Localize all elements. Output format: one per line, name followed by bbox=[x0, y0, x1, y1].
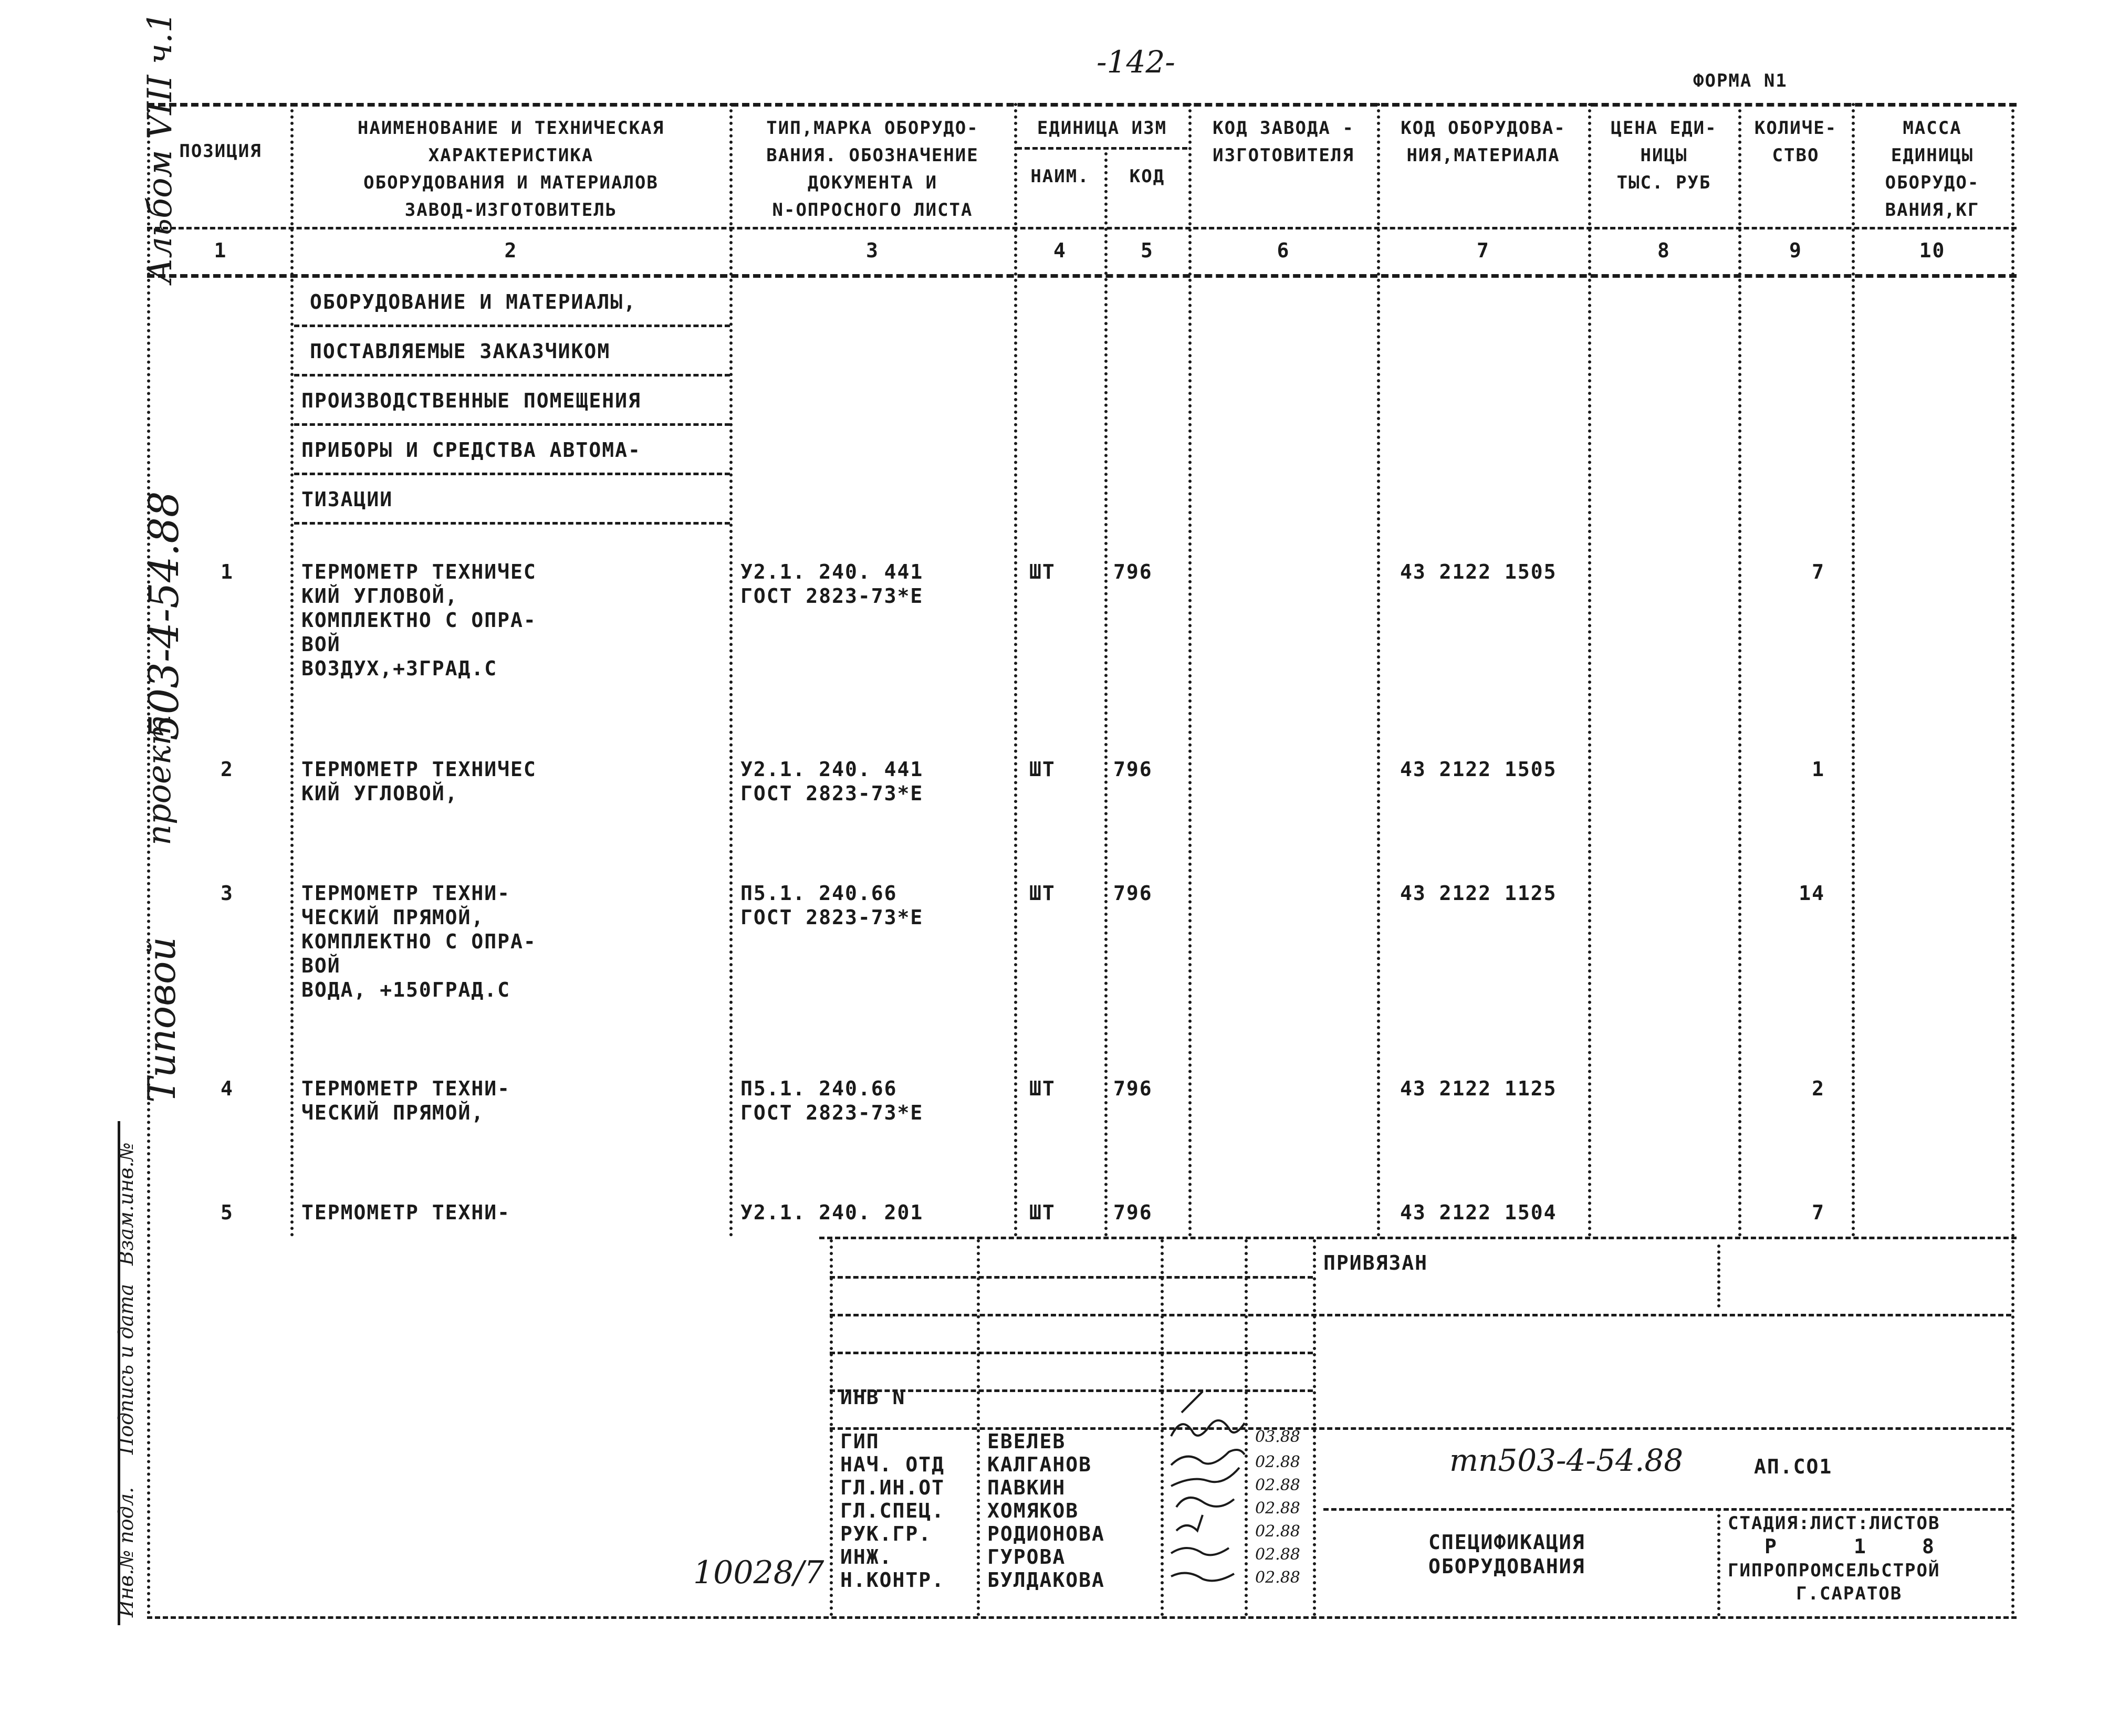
row-name-line: ЧЕСКИЙ ПРЯМОЙ, bbox=[301, 906, 485, 929]
signature-mark bbox=[1171, 1392, 1245, 1436]
row-name-line: ТЕРМОМЕТР ТЕХНИ- bbox=[301, 1201, 511, 1224]
archive-number: 10028/7 bbox=[693, 1554, 824, 1591]
staff-name: КАЛГАНОВ bbox=[987, 1453, 1092, 1476]
staff-role: ГЛ.ИН.ОТ bbox=[840, 1476, 945, 1499]
inv-label: ИНВ N bbox=[840, 1386, 906, 1409]
sheet-value: 1 bbox=[1854, 1535, 1867, 1558]
row-unit: ШТ bbox=[1029, 882, 1056, 905]
row-quantity: 2 bbox=[1812, 1077, 1825, 1100]
staff-name: ЕВЕЛЕВ bbox=[987, 1430, 1066, 1453]
staff-role: ГИП bbox=[840, 1430, 880, 1453]
document-suffix: АП.СО1 bbox=[1754, 1455, 1833, 1478]
row-name-line: КИЙ УГЛОВОЙ, bbox=[301, 584, 458, 608]
staff-date: 02.88 bbox=[1255, 1545, 1300, 1564]
staff-name: ХОМЯКОВ bbox=[987, 1499, 1079, 1522]
row-quantity: 7 bbox=[1812, 560, 1825, 583]
row-name-line: ЧЕСКИЙ ПРЯМОЙ, bbox=[301, 1101, 485, 1124]
row-name-line: КОМПЛЕКТНО С ОПРА- bbox=[301, 930, 537, 953]
row-type-line: ГОСТ 2823-73*Е bbox=[740, 1101, 924, 1124]
staff-role: РУК.ГР. bbox=[840, 1522, 932, 1545]
section-line: ПРОИЗВОДСТВЕННЫЕ ПОМЕЩЕНИЯ bbox=[301, 389, 641, 412]
header-unit-name: НАИМ. bbox=[1030, 166, 1090, 187]
form-label: ФОРМА N1 bbox=[1693, 70, 1788, 91]
row-name-line: ТЕРМОМЕТР ТЕХНИЧЕС bbox=[301, 560, 537, 583]
document-title-line: СПЕЦИФИКАЦИЯ bbox=[1428, 1531, 1585, 1554]
signature-mark bbox=[1171, 1573, 1234, 1581]
row-name-line: ВОЙ bbox=[301, 954, 341, 977]
row-name-line: ВОЙ bbox=[301, 633, 341, 656]
row-equip-code: 43 2122 1125 bbox=[1400, 882, 1557, 905]
staff-name: РОДИОНОВА bbox=[987, 1522, 1105, 1545]
header-position: ПОЗИЦИЯ bbox=[179, 141, 262, 162]
staff-role: ИНЖ. bbox=[840, 1545, 893, 1568]
staff-date: 03.88 bbox=[1255, 1428, 1300, 1446]
series-word-label: Типовой bbox=[140, 937, 184, 1103]
header-unit-code: КОД bbox=[1129, 166, 1165, 187]
row-unit-code: 796 bbox=[1113, 882, 1153, 905]
staff-date: 02.88 bbox=[1255, 1453, 1300, 1471]
stamp-label-signature: Подпись и дата bbox=[114, 1283, 138, 1455]
row-name-line: КИЙ УГЛОВОЙ, bbox=[301, 782, 458, 805]
col-number: 7 bbox=[1477, 239, 1490, 262]
col-number: 10 bbox=[1919, 239, 1946, 262]
row-position: 3 bbox=[221, 882, 234, 905]
stage-value: Р bbox=[1765, 1535, 1778, 1558]
row-name-line: ВОДА, +150ГРАД.С bbox=[301, 978, 511, 1001]
row-equip-code: 43 2122 1504 bbox=[1400, 1201, 1557, 1224]
signature-mark bbox=[1171, 1468, 1239, 1486]
staff-date: 02.88 bbox=[1255, 1522, 1300, 1541]
row-position: 1 bbox=[221, 560, 234, 583]
row-unit-code: 796 bbox=[1113, 1077, 1153, 1100]
stage-header: СТАДИЯ:ЛИСТ:ЛИСТОВ bbox=[1728, 1513, 1940, 1534]
signature-mark bbox=[1171, 1450, 1245, 1465]
project-word-label: проект bbox=[140, 714, 178, 845]
row-type-line: У2.1. 240. 441 bbox=[740, 758, 924, 781]
row-equip-code: 43 2122 1505 bbox=[1400, 560, 1557, 583]
album-label: Альбом VIII ч.1 bbox=[141, 11, 180, 284]
row-type-line: ГОСТ 2823-73*Е bbox=[740, 906, 924, 929]
document-title-line: ОБОРУДОВАНИЯ bbox=[1428, 1555, 1585, 1578]
row-type-line: П5.1. 240.66 bbox=[740, 1077, 897, 1100]
row-unit: ШТ bbox=[1029, 560, 1056, 583]
document-code: тп503-4-54.88 bbox=[1449, 1442, 1684, 1478]
col-number: 3 bbox=[866, 239, 879, 262]
staff-role: Н.КОНТР. bbox=[840, 1568, 945, 1592]
row-name-line: ВОЗДУХ,+3ГРАД.С bbox=[301, 657, 498, 680]
staff-name: ПАВКИН bbox=[987, 1476, 1066, 1499]
header-mass: МАССА ЕДИНИЦЫ ОБОРУДО- ВАНИЯ,КГ bbox=[1885, 118, 1980, 221]
stamp-label-replace: Взам.инв.№ bbox=[114, 1142, 138, 1266]
section-line: ТИЗАЦИИ bbox=[301, 488, 393, 511]
section-line: ПРИБОРЫ И СРЕДСТВА АВТОМА- bbox=[301, 438, 641, 462]
row-quantity: 1 bbox=[1812, 758, 1825, 781]
sheets-value: 8 bbox=[1922, 1535, 1935, 1558]
header-type: ТИП,МАРКА ОБОРУДО- ВАНИЯ. ОБОЗНАЧЕНИЕ ДОКУМЕНТА И N-ОПРОСНОГО ЛИСТА bbox=[766, 118, 979, 221]
row-type-line: У2.1. 240. 441 bbox=[740, 560, 924, 583]
row-unit-code: 796 bbox=[1113, 1201, 1153, 1224]
staff-name: ГУРОВА bbox=[987, 1545, 1066, 1568]
signature-mark bbox=[1176, 1515, 1203, 1531]
row-type-line: П5.1. 240.66 bbox=[740, 882, 897, 905]
signature-mark bbox=[1176, 1498, 1234, 1507]
row-unit: ШТ bbox=[1029, 1077, 1056, 1100]
col-number: 4 bbox=[1053, 239, 1067, 262]
row-name-line: ТЕРМОМЕТР ТЕХНИ- bbox=[301, 1077, 511, 1100]
row-type-line: ГОСТ 2823-73*Е bbox=[740, 584, 924, 608]
header-price: ЦЕНА ЕДИ- НИЦЫ ТЫС. РУБ bbox=[1611, 118, 1717, 193]
row-unit: ШТ bbox=[1029, 1201, 1056, 1224]
col-number: 6 bbox=[1277, 239, 1290, 262]
project-code-label: 503-4-54.88 bbox=[141, 491, 188, 740]
linked-label: ПРИВЯЗАН bbox=[1323, 1251, 1428, 1274]
organization: ГИПРОПРОМСЕЛЬСТРОЙ bbox=[1728, 1560, 1940, 1581]
col-number: 5 bbox=[1141, 239, 1154, 262]
city: Г.САРАТОВ bbox=[1796, 1583, 1903, 1604]
col-number: 8 bbox=[1657, 239, 1671, 262]
row-unit-code: 796 bbox=[1113, 560, 1153, 583]
row-name-line: ТЕРМОМЕТР ТЕХНИ- bbox=[301, 882, 511, 905]
staff-role: ГЛ.СПЕЦ. bbox=[840, 1499, 945, 1522]
staff-date: 02.88 bbox=[1255, 1476, 1300, 1494]
section-line: ОБОРУДОВАНИЕ И МАТЕРИАЛЫ, bbox=[310, 290, 636, 313]
section-line: ПОСТАВЛЯЕМЫЕ ЗАКАЗЧИКОМ bbox=[310, 340, 611, 363]
row-type-line: У2.1. 240. 201 bbox=[740, 1201, 924, 1224]
row-name-line: КОМПЛЕКТНО С ОПРА- bbox=[301, 609, 537, 632]
col-number: 1 bbox=[214, 239, 227, 262]
row-position: 2 bbox=[221, 758, 234, 781]
signature-mark bbox=[1171, 1548, 1229, 1555]
header-name: НАИМЕНОВАНИЕ И ТЕХНИЧЕСКАЯ ХАРАКТЕРИСТИКА ОБОРУДОВАНИЯ И МАТЕРИАЛОВ ЗАВОД-ИЗГОТОВИТЕЛЬ bbox=[357, 118, 665, 221]
stamp-label-inv: Инв.№ подл. bbox=[114, 1487, 138, 1617]
page-number: -142- bbox=[1097, 44, 1175, 80]
row-position: 4 bbox=[221, 1077, 234, 1100]
staff-role: НАЧ. ОТД bbox=[840, 1453, 945, 1476]
row-type-line: ГОСТ 2823-73*Е bbox=[740, 782, 924, 805]
header-factory-code: КОД ЗАВОДА - ИЗГОТОВИТЕЛЯ bbox=[1213, 118, 1354, 166]
row-quantity: 14 bbox=[1799, 882, 1825, 905]
row-quantity: 7 bbox=[1812, 1201, 1825, 1224]
row-name-line: ТЕРМОМЕТР ТЕХНИЧЕС bbox=[301, 758, 537, 781]
row-unit-code: 796 bbox=[1113, 758, 1153, 781]
col-number: 2 bbox=[504, 239, 518, 262]
row-equip-code: 43 2122 1505 bbox=[1400, 758, 1557, 781]
header-quantity: КОЛИЧЕ- СТВО bbox=[1754, 118, 1837, 166]
row-equip-code: 43 2122 1125 bbox=[1400, 1077, 1557, 1100]
staff-date: 02.88 bbox=[1255, 1568, 1300, 1587]
row-unit: ШТ bbox=[1029, 758, 1056, 781]
staff-date: 02.88 bbox=[1255, 1499, 1300, 1518]
staff-name: БУЛДАКОВА bbox=[987, 1568, 1105, 1592]
header-equip-code: КОД ОБОРУДОВА- НИЯ,МАТЕРИАЛА bbox=[1401, 118, 1566, 166]
row-position: 5 bbox=[221, 1201, 234, 1224]
header-unit: ЕДИНИЦА ИЗМ bbox=[1037, 118, 1167, 139]
col-number: 9 bbox=[1789, 239, 1802, 262]
